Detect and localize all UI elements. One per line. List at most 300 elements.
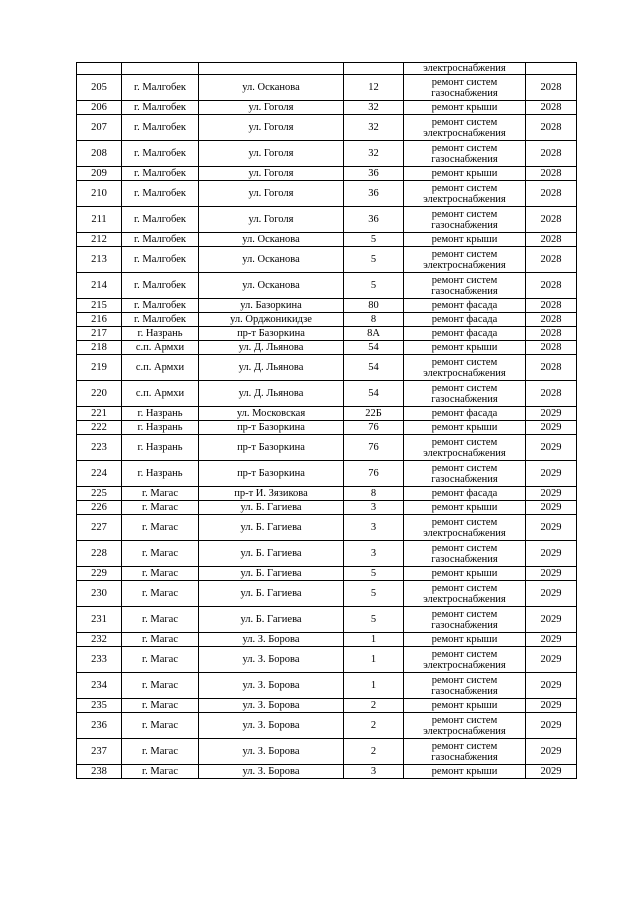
cell-house: 36	[344, 207, 404, 233]
cell-locality: г. Магас	[122, 541, 199, 567]
table-row	[77, 115, 577, 141]
cell-locality: г. Малгобек	[122, 75, 199, 101]
table-row	[77, 673, 577, 699]
cell-work-type	[404, 421, 526, 435]
work-type-line: ремонт систем	[431, 382, 498, 394]
cell-work-type	[404, 699, 526, 713]
work-type-line: ремонт систем	[431, 436, 498, 448]
cell-locality: г. Магас	[122, 567, 199, 581]
cell-house: 22Б	[344, 407, 404, 421]
cell-work-type	[404, 461, 526, 487]
work-type-line: ремонт крыши	[431, 234, 498, 245]
table-row	[77, 567, 577, 581]
table-row	[77, 541, 577, 567]
cell-number: 206	[77, 101, 122, 115]
cell-work-type	[404, 233, 526, 247]
work-type-line: электроснабжения	[423, 127, 506, 139]
work-type-line: электроснабжения	[423, 367, 506, 379]
cell-year: 2028	[526, 181, 577, 207]
cell-house: 1	[344, 633, 404, 647]
cell-number: 232	[77, 633, 122, 647]
table-row	[77, 633, 577, 647]
cell-locality: с.п. Армхи	[122, 341, 199, 355]
cell-street: ул. Д. Льянова	[199, 341, 344, 355]
cell-street: ул. Б. Гагиева	[199, 515, 344, 541]
work-type-line: электроснабжения	[423, 259, 506, 271]
cell-street: ул. Московская	[199, 407, 344, 421]
cell-street: пр-т Базоркина	[199, 327, 344, 341]
cell-locality: г. Малгобек	[122, 115, 199, 141]
cell-work-type	[404, 501, 526, 515]
cell-number: 215	[77, 299, 122, 313]
cell-number: 219	[77, 355, 122, 381]
work-type-line: ремонт систем	[431, 462, 498, 474]
table-row	[77, 713, 577, 739]
table-row	[77, 327, 577, 341]
cell-house: 12	[344, 75, 404, 101]
cell-street: ул. З. Борова	[199, 647, 344, 673]
cell-street: ул. Базоркина	[199, 299, 344, 313]
cell-locality: г. Магас	[122, 673, 199, 699]
work-type-line: ремонт крыши	[431, 700, 498, 711]
cell-year: 2029	[526, 581, 577, 607]
cell-number: 211	[77, 207, 122, 233]
work-type-line: ремонт систем	[431, 674, 498, 686]
cell-street: ул. Гоголя	[199, 141, 344, 167]
work-type-line: ремонт систем	[431, 356, 498, 368]
cell-year	[526, 63, 577, 75]
table-row	[77, 247, 577, 273]
cell-locality: г. Магас	[122, 647, 199, 673]
cell-year: 2029	[526, 541, 577, 567]
work-type-line: ремонт систем	[431, 608, 498, 620]
cell-work-type	[404, 581, 526, 607]
cell-year: 2028	[526, 141, 577, 167]
work-type-line: ремонт систем	[431, 542, 498, 554]
cell-street: ул. З. Борова	[199, 765, 344, 779]
cell-house: 5	[344, 247, 404, 273]
cell-number: 224	[77, 461, 122, 487]
table-row	[77, 407, 577, 421]
cell-work-type	[404, 633, 526, 647]
work-type-line: электроснабжения	[423, 659, 506, 671]
cell-year: 2028	[526, 101, 577, 115]
cell-number: 225	[77, 487, 122, 501]
cell-locality: г. Малгобек	[122, 167, 199, 181]
cell-house: 5	[344, 273, 404, 299]
cell-number: 213	[77, 247, 122, 273]
cell-number: 209	[77, 167, 122, 181]
cell-house: 8	[344, 487, 404, 501]
cell-locality: г. Назрань	[122, 435, 199, 461]
work-type-line: ремонт систем	[431, 182, 498, 194]
repair-schedule-table	[76, 62, 577, 779]
cell-year: 2029	[526, 421, 577, 435]
cell-street: ул. Б. Гагиева	[199, 541, 344, 567]
cell-locality: г. Малгобек	[122, 273, 199, 299]
cell-work-type	[404, 381, 526, 407]
table-row	[77, 207, 577, 233]
cell-house: 36	[344, 181, 404, 207]
work-type-line: электроснабжения	[423, 193, 506, 205]
work-type-line: электроснабжения	[423, 593, 506, 605]
cell-year: 2029	[526, 501, 577, 515]
cell-number: 214	[77, 273, 122, 299]
cell-number: 237	[77, 739, 122, 765]
cell-street: ул. Б. Гагиева	[199, 501, 344, 515]
table-row	[77, 421, 577, 435]
cell-work-type	[404, 567, 526, 581]
table-row	[77, 435, 577, 461]
cell-house: 5	[344, 581, 404, 607]
table-row	[77, 487, 577, 501]
work-type-line: ремонт систем	[431, 648, 498, 660]
cell-street: ул. Гоголя	[199, 115, 344, 141]
cell-street: ул. Гоголя	[199, 167, 344, 181]
cell-street: ул. Орджоникидзе	[199, 313, 344, 327]
table-body	[77, 63, 577, 779]
cell-street: пр-т И. Зязикова	[199, 487, 344, 501]
cell-street: ул. Гоголя	[199, 181, 344, 207]
table-row	[77, 739, 577, 765]
cell-street: ул. Осканова	[199, 247, 344, 273]
cell-locality: г. Магас	[122, 607, 199, 633]
cell-work-type	[404, 607, 526, 633]
cell-work-type	[404, 167, 526, 181]
work-type-line: ремонт фасада	[431, 300, 498, 311]
table-row	[77, 515, 577, 541]
work-type-line: ремонт систем	[431, 208, 498, 220]
table-row	[77, 461, 577, 487]
cell-house: 32	[344, 141, 404, 167]
cell-work-type	[404, 141, 526, 167]
cell-house: 3	[344, 515, 404, 541]
cell-number: 238	[77, 765, 122, 779]
table-row	[77, 341, 577, 355]
cell-house: 8	[344, 313, 404, 327]
table-row	[77, 181, 577, 207]
cell-locality: г. Магас	[122, 765, 199, 779]
cell-number: 221	[77, 407, 122, 421]
cell-number: 227	[77, 515, 122, 541]
cell-work-type	[404, 355, 526, 381]
cell-work-type	[404, 101, 526, 115]
cell-number: 235	[77, 699, 122, 713]
table-row	[77, 313, 577, 327]
cell-number: 210	[77, 181, 122, 207]
cell-number: 233	[77, 647, 122, 673]
cell-work-type	[404, 713, 526, 739]
cell-year: 2028	[526, 247, 577, 273]
cell-work-type	[404, 541, 526, 567]
work-type-line: ремонт систем	[431, 274, 498, 286]
cell-work-type	[404, 327, 526, 341]
cell-work-type: электроснабжения	[404, 63, 526, 75]
cell-year: 2028	[526, 381, 577, 407]
cell-year: 2028	[526, 355, 577, 381]
cell-number: 223	[77, 435, 122, 461]
table-row	[77, 75, 577, 101]
table-row	[77, 141, 577, 167]
cell-work-type	[404, 341, 526, 355]
cell-house: 76	[344, 421, 404, 435]
cell-house: 5	[344, 607, 404, 633]
cell-house: 3	[344, 765, 404, 779]
cell-work-type	[404, 181, 526, 207]
work-type-line: ремонт фасада	[431, 314, 498, 325]
cell-year: 2029	[526, 461, 577, 487]
cell-year: 2028	[526, 313, 577, 327]
cell-number: 207	[77, 115, 122, 141]
work-type-line: ремонт крыши	[431, 342, 498, 353]
work-type-line: ремонт крыши	[431, 766, 498, 777]
work-type-line: ремонт крыши	[431, 168, 498, 179]
cell-street	[199, 63, 344, 75]
cell-year: 2028	[526, 167, 577, 181]
cell-year: 2028	[526, 75, 577, 101]
cell-street: ул. З. Борова	[199, 699, 344, 713]
work-type-line: газоснабжения	[431, 153, 498, 165]
cell-year: 2029	[526, 407, 577, 421]
cell-street: ул. Осканова	[199, 273, 344, 299]
work-type-line: ремонт крыши	[431, 422, 498, 433]
cell-year: 2029	[526, 699, 577, 713]
cell-street: ул. З. Борова	[199, 713, 344, 739]
cell-locality: г. Назрань	[122, 461, 199, 487]
cell-number	[77, 63, 122, 75]
cell-house: 76	[344, 461, 404, 487]
cell-year: 2028	[526, 299, 577, 313]
cell-street: ул. Б. Гагиева	[199, 607, 344, 633]
work-type-line: ремонт систем	[431, 116, 498, 128]
cell-locality	[122, 63, 199, 75]
cell-year: 2028	[526, 341, 577, 355]
cell-locality: г. Магас	[122, 713, 199, 739]
cell-house: 32	[344, 115, 404, 141]
cell-work-type	[404, 739, 526, 765]
cell-street: пр-т Базоркина	[199, 421, 344, 435]
cell-locality: г. Малгобек	[122, 181, 199, 207]
table-row	[77, 501, 577, 515]
cell-house: 54	[344, 381, 404, 407]
table-row	[77, 581, 577, 607]
cell-street: пр-т Базоркина	[199, 435, 344, 461]
work-type-line: газоснабжения	[431, 553, 498, 565]
table-row	[77, 167, 577, 181]
cell-street: ул. Гоголя	[199, 101, 344, 115]
work-type-line: ремонт крыши	[431, 502, 498, 513]
cell-locality: г. Магас	[122, 699, 199, 713]
table-row	[77, 699, 577, 713]
cell-number: 234	[77, 673, 122, 699]
table-row	[77, 299, 577, 313]
cell-house: 2	[344, 739, 404, 765]
cell-house: 3	[344, 541, 404, 567]
cell-year: 2028	[526, 233, 577, 247]
cell-street: ул. Д. Льянова	[199, 355, 344, 381]
table-row	[77, 273, 577, 299]
cell-locality: г. Малгобек	[122, 313, 199, 327]
work-type-line: ремонт систем	[431, 582, 498, 594]
cell-house: 5	[344, 233, 404, 247]
cell-street: ул. Д. Льянова	[199, 381, 344, 407]
cell-year: 2029	[526, 633, 577, 647]
table-row	[77, 607, 577, 633]
work-type-line: ремонт систем	[431, 714, 498, 726]
cell-locality: г. Малгобек	[122, 101, 199, 115]
table-row	[77, 765, 577, 779]
work-type-line: ремонт систем	[431, 740, 498, 752]
work-type-line: газоснабжения	[431, 619, 498, 631]
cell-street: ул. З. Борова	[199, 633, 344, 647]
work-type-line: газоснабжения	[431, 473, 498, 485]
cell-locality: с.п. Армхи	[122, 381, 199, 407]
cell-number: 230	[77, 581, 122, 607]
cell-work-type	[404, 273, 526, 299]
table-row	[77, 101, 577, 115]
cell-house: 2	[344, 699, 404, 713]
cell-work-type	[404, 515, 526, 541]
cell-locality: г. Магас	[122, 581, 199, 607]
cell-number: 229	[77, 567, 122, 581]
cell-year: 2029	[526, 765, 577, 779]
cell-work-type	[404, 407, 526, 421]
cell-work-type	[404, 673, 526, 699]
cell-house	[344, 63, 404, 75]
work-type-line: ремонт фасада	[431, 488, 498, 499]
cell-street: ул. Гоголя	[199, 207, 344, 233]
cell-year: 2029	[526, 567, 577, 581]
cell-house: 3	[344, 501, 404, 515]
cell-year: 2029	[526, 673, 577, 699]
cell-house: 54	[344, 341, 404, 355]
cell-work-type	[404, 115, 526, 141]
cell-work-type	[404, 647, 526, 673]
work-type-line: ремонт фасада	[431, 408, 498, 419]
work-type-line: ремонт систем	[431, 516, 498, 528]
cell-locality: с.п. Армхи	[122, 355, 199, 381]
cell-work-type	[404, 487, 526, 501]
cell-locality: г. Малгобек	[122, 299, 199, 313]
cell-locality: г. Малгобек	[122, 233, 199, 247]
cell-locality: г. Назрань	[122, 407, 199, 421]
cell-year: 2029	[526, 515, 577, 541]
work-type-line: ремонт фасада	[431, 328, 498, 339]
cell-work-type	[404, 313, 526, 327]
cell-work-type	[404, 207, 526, 233]
cell-house: 8А	[344, 327, 404, 341]
work-type-line: ремонт систем	[431, 248, 498, 260]
work-type-line: электроснабжения	[423, 527, 506, 539]
cell-house: 54	[344, 355, 404, 381]
cell-number: 217	[77, 327, 122, 341]
work-type-line: ремонт крыши	[431, 634, 498, 645]
table-row	[77, 233, 577, 247]
cell-year: 2028	[526, 115, 577, 141]
cell-number: 208	[77, 141, 122, 167]
cell-number: 231	[77, 607, 122, 633]
cell-house: 80	[344, 299, 404, 313]
cell-house: 1	[344, 673, 404, 699]
cell-locality: г. Малгобек	[122, 247, 199, 273]
cell-locality: г. Магас	[122, 501, 199, 515]
cell-locality: г. Магас	[122, 633, 199, 647]
cell-work-type	[404, 435, 526, 461]
work-type-line: газоснабжения	[431, 219, 498, 231]
cell-year: 2028	[526, 273, 577, 299]
cell-street: ул. З. Борова	[199, 739, 344, 765]
cell-locality: г. Малгобек	[122, 207, 199, 233]
cell-house: 2	[344, 713, 404, 739]
cell-number: 216	[77, 313, 122, 327]
work-type-line: ремонт систем	[431, 76, 498, 88]
cell-locality: г. Назрань	[122, 421, 199, 435]
cell-year: 2029	[526, 607, 577, 633]
cell-number: 212	[77, 233, 122, 247]
table-row	[77, 647, 577, 673]
cell-year: 2029	[526, 487, 577, 501]
work-type-line: электроснабжения	[423, 447, 506, 459]
cell-year: 2029	[526, 713, 577, 739]
work-type-line: газоснабжения	[431, 751, 498, 763]
work-type-line: ремонт систем	[431, 142, 498, 154]
cell-locality: г. Малгобек	[122, 141, 199, 167]
work-type-line: газоснабжения	[431, 685, 498, 697]
cell-number: 226	[77, 501, 122, 515]
cell-street: ул. Осканова	[199, 75, 344, 101]
cell-number: 228	[77, 541, 122, 567]
cell-work-type	[404, 765, 526, 779]
cell-house: 36	[344, 167, 404, 181]
cell-house: 76	[344, 435, 404, 461]
work-type-line: электроснабжения	[423, 725, 506, 737]
cell-year: 2029	[526, 435, 577, 461]
cell-work-type	[404, 299, 526, 313]
cell-locality: г. Магас	[122, 487, 199, 501]
cell-number: 205	[77, 75, 122, 101]
cell-year: 2028	[526, 327, 577, 341]
work-type-line: газоснабжения	[431, 87, 498, 99]
cell-number: 222	[77, 421, 122, 435]
work-type-line: газоснабжения	[431, 393, 498, 405]
cell-locality: г. Магас	[122, 739, 199, 765]
cell-street: ул. Осканова	[199, 233, 344, 247]
table-row-continuation	[77, 63, 577, 75]
cell-house: 32	[344, 101, 404, 115]
cell-year: 2029	[526, 647, 577, 673]
cell-street: ул. Б. Гагиева	[199, 581, 344, 607]
cell-number: 220	[77, 381, 122, 407]
cell-house: 1	[344, 647, 404, 673]
cell-work-type	[404, 247, 526, 273]
cell-number: 218	[77, 341, 122, 355]
cell-year: 2029	[526, 739, 577, 765]
cell-street: ул. З. Борова	[199, 673, 344, 699]
cell-number: 236	[77, 713, 122, 739]
work-type-line: ремонт крыши	[431, 102, 498, 113]
cell-house: 5	[344, 567, 404, 581]
cell-locality: г. Назрань	[122, 327, 199, 341]
work-type-line: ремонт крыши	[431, 568, 498, 579]
work-type-line: газоснабжения	[431, 285, 498, 297]
cell-locality: г. Магас	[122, 515, 199, 541]
cell-work-type	[404, 75, 526, 101]
cell-street: ул. Б. Гагиева	[199, 567, 344, 581]
table-row	[77, 355, 577, 381]
cell-street: пр-т Базоркина	[199, 461, 344, 487]
cell-year: 2028	[526, 207, 577, 233]
table-row	[77, 381, 577, 407]
